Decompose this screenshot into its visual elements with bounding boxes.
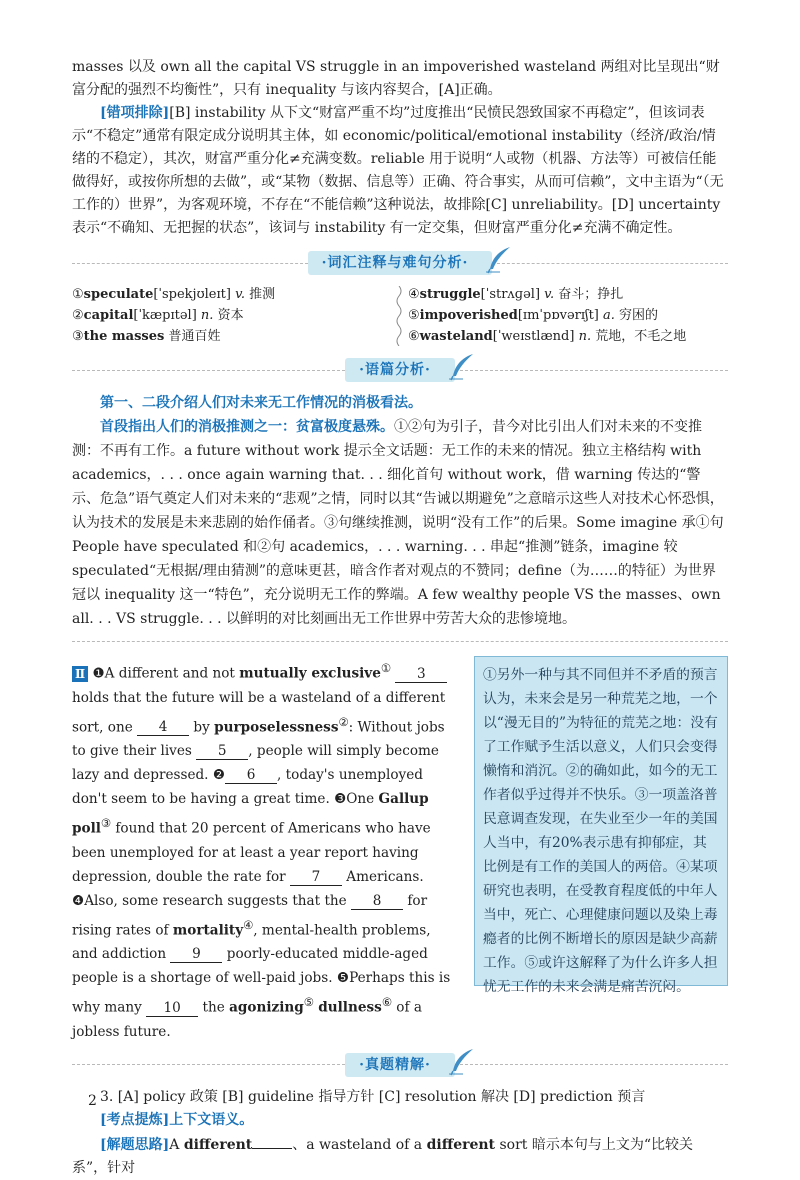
answer-point: [考点提炼]上下文语义。 [100,1111,254,1128]
wavy-divider-icon [394,286,404,346]
vocab-item: ⑤impoverished[ɪmˈpɒvərɪʃt] a. 穷困的 [408,308,659,323]
elimination-paragraph [72,102,728,240]
quill-icon [447,352,477,382]
cloze-blank[interactable]: 6 [225,767,277,784]
answer-header-title: ·真题精解· [359,1056,431,1073]
cloze-blank[interactable]: 5 [196,743,248,760]
analysis-block [72,391,728,631]
inline-blank [252,1132,292,1149]
answer-approach: [解题思路]A different 、a wasteland of a different sort 暗示本句与上文为“比较关系”，针对 [72,1132,728,1180]
divider-row [72,641,728,642]
divider [72,1064,345,1065]
vocab-header-title: ·词汇注释与难句分析· [321,255,469,271]
analysis-header-badge [345,358,455,382]
answer-options: 3. [A] policy 政策 [B] guideline 指导方针 [C] resolution 解决 [D] prediction 预言 [100,1088,646,1105]
cloze-blank[interactable]: 4 [137,719,189,736]
analysis-header-title: ·语篇分析· [359,362,431,378]
divider [455,1064,728,1065]
paragraph-number-badge: Ⅱ [72,666,88,682]
vocab-item: ②capital[ˈkæpɪtəl] n. 资本 [72,308,244,323]
divider [72,370,345,371]
vocab-item: ④struggle[ˈstrʌɡəl] v. 奋斗；挣扎 [408,287,624,302]
answer-header-badge [345,1053,455,1077]
cloze-blank[interactable]: 9 [170,946,222,963]
vocab-item: ③the masses 普通百姓 [72,329,221,344]
analysis-text: ①②句为引子，昔今对比引出人们对未来的不变推测：不再有工作。a future without work 提示全文话题：无工作的未来的情况。独立主格结构 with academics，. . . once again warning that. . . 细化首句 without work，借 warning 传达的“警示、危急”语气奠定人们对未来的“悲观”之情，同时以其“告诫以期避免”之意暗示这些人对技术心怀恐惧，认为技术的发展是未来悲剧的始作俑者。③句继续推测，说明“没有工作”的后果。Some imagine 承①句 People have speculated 和②句 academics，. . . warning. . . 串起“推测”链条，imagine 较 speculated“无根据/理由猜测”的意味更甚，暗含作者对观点的不赞同；define（为……的特征）为世界冠以 inequality 这一“特色”，充分说明无工作的弊端。A few wealthy people VS the masses、own all. . . VS struggle. . . 以鲜明的对比刻画出无工作世界中劳苦大众的悲惨境地。 [72,419,724,627]
translation-box: ①另外一种与其不同但并不矛盾的预言认为，未来会是另一种荒芜之地，一个以“漫无目的”为特征的荒芜之地：没有了工作赋予生活以意义，人们只会变得懒惰和消沉。②的确如此，如今的无工作者似乎过得并不快乐。③一项盖洛普民意调查发现，在失业至少一年的美国人当中，有20%表示患有抑郁症，其比例是有工作的美国人的两倍。④某项研究也表明，在受教育程度低的中年人当中，死亡、心理健康问题以及染上毒瘾者的比例不断增长的原因是缺少高薪工作。⑤或许这解释了为什么许多人担忧无工作的未来会满是痛苦沉闷。 [474,656,728,986]
page-content [72,56,728,1180]
elimination-text: [B] instability 从下文“财富严重不均”过度推出“民愤民怨致国家不再稳定”，但该词表示“不稳定”通常有限定成分说明其主体，如 economic/political/emotional instability（经济/政治/情绪的不稳定），其次，财富严重分化≠充满变数。reliable 用于说明“人或物（机器、方法等）可被信任能做得好，或按你所想的去做”，或“某物（数据、信息等）正确、符合事实，从而可信赖”，文中主语为“（无工作的）世界”，为客观环境，不存在“不能信赖”这种说法，故排除[C] unreliability。[D] uncertainty 表示“不确知、无把握的状态”，该词与 instability 有一定交集，但财富严重分化≠充满不确定性。 [72,105,724,236]
answer-section-header [72,1050,728,1080]
analysis-subheading: 首段指出人们的消极推测之一：贫富极度悬殊。 [100,419,394,435]
passage-section [72,656,728,1044]
analysis-heading: 第一、二段介绍人们对未来无工作情况的消极看法。 [100,395,422,411]
vocab-column-right [408,284,728,347]
divider [492,263,728,264]
cloze-blank[interactable]: 7 [290,869,342,886]
divider [72,263,308,264]
cloze-blank[interactable]: 10 [146,1000,198,1017]
passage-text: Ⅱ ❶A different and not mutually exclusive① 3 holds that the future will be a wasteland of a different sort, one 4 by purposelessness②: Without jobs to give their lives 5 , people will simply become lazy and depressed. ❷ 6 , today's unemployed don't seem to be having a great time. ❸One Gallup poll③ found that 20 percent of Americans who have been unemployed for at least a year report having depression, double the rate for 7 Americans. ❹Also, some research suggests that the 8 for rising rates of mortality④, mental-health problems, and addiction 9 poorly-educated middle-aged people is a shortage of well-paid jobs. ❺Perhaps this is why many 10 the agonizing⑤ dullness⑥ of a jobless future. [72,661,451,1040]
vocab-list [72,284,728,347]
quill-icon [447,1047,477,1077]
vocab-column-left [72,284,392,347]
vocab-item: ①speculate[ˈspekjʊleɪt] v. 推测 [72,287,276,302]
vocab-header-badge [308,251,493,275]
cloze-blank[interactable]: 8 [351,893,403,910]
vocab-separator [392,284,408,347]
vocab-section-header [72,248,728,278]
analysis-paragraph [72,415,728,631]
quill-icon [484,245,514,275]
analysis-section-header [72,355,728,385]
page-number: 2 [88,1093,97,1109]
intro-paragraph: masses 以及 own all the capital VS struggle in an impoverished wasteland 两组对比呈现出“财富分配的强烈不均衡性”，只有 inequality 与该内容契合，[A]正确。 [72,59,720,98]
cloze-blank[interactable]: 3 [395,666,447,683]
vocab-item: ⑥wasteland[ˈweɪstlænd] n. 荒地，不毛之地 [408,329,687,344]
divider [455,370,728,371]
elimination-label: [错项排除] [100,105,170,121]
